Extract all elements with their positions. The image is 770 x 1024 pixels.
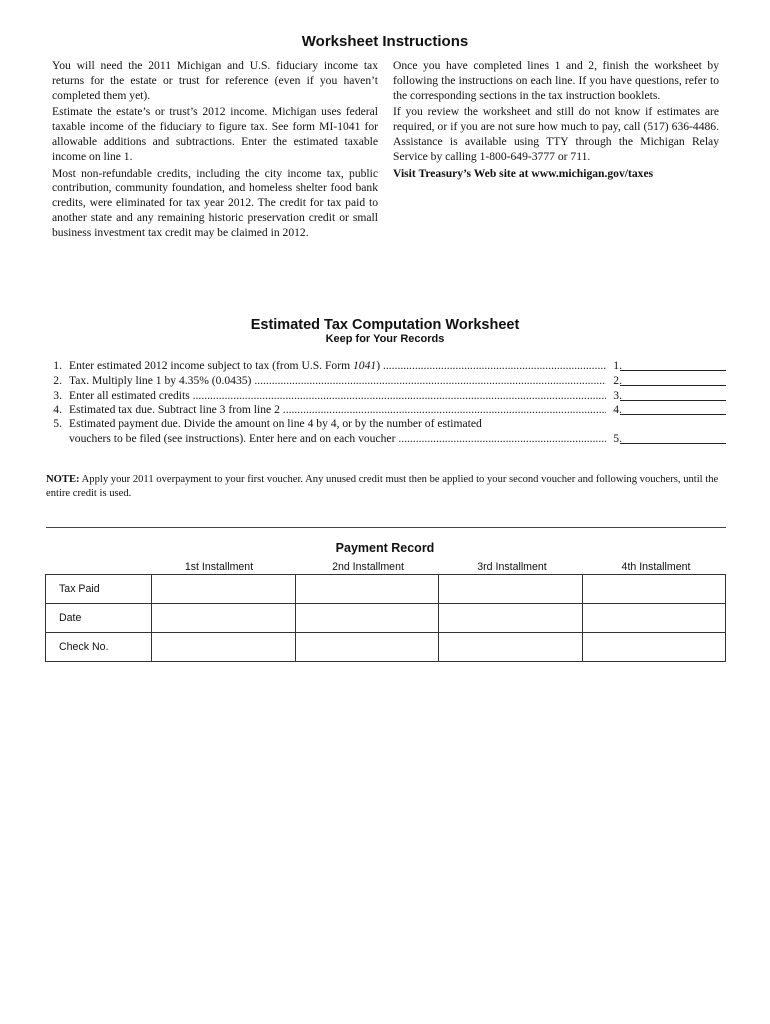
worksheet-line-3 [46,388,726,403]
check-no-3rd-cell[interactable] [439,633,582,662]
tax-paid-2nd-cell[interactable] [295,575,438,604]
line-1-entry-field[interactable] [620,358,726,371]
line-text: Tax. Multiply line 1 by 4.35% (0.0435) ..... [69,373,606,388]
tax-paid-4th-cell[interactable] [582,575,725,604]
tax-paid-1st-cell[interactable] [152,575,295,604]
line-ref: 5. [613,432,622,445]
worksheet-title: Estimated Tax Computation Worksheet [250,317,520,333]
note-label: NOTE: [46,474,80,485]
column-header-3rd-installment: 3rd Installment [477,561,547,573]
instructions-left-column [52,59,378,243]
instructions-paragraph: Estimate the estate’s or trust’s 2012 income. Michigan uses federal taxable income of the fiduciary to figure tax. See form MI-1041 for allowable additions and subtractions. Enter the estimated taxable income on line 1. [52,105,378,163]
tax-paid-3rd-cell[interactable] [439,575,582,604]
date-4th-cell[interactable] [582,604,725,633]
table-row [46,604,726,633]
instructions-paragraph: If you review the worksheet and still do not know if estimates are required, or if you are not sure how much to pay, call (517) 636-4486. Assistance is available using TTY through the Michigan Relay Service by calling 1-800-649-3777 or 711. [393,105,719,163]
row-label-check-no: Check No. [46,633,152,662]
line-number: 2. [53,374,62,387]
treasury-website-note: Visit Treasury’s Web site at www.michigan.gov/taxes [393,166,654,180]
line-number: 5. [53,417,62,430]
instructions-paragraph: Most non-refundable credits, including the city income tax, public contribution, community foundation, and homeless shelter food bank credits, were eliminated for tax year 2012. The credit for tax paid to another state and any remaining historic preservation credit or small business investment tax credit may be claimed in 2012. [52,166,378,239]
table-row [46,575,726,604]
worksheet-line-5-continued [46,431,726,446]
column-header-1st-installment: 1st Installment [184,561,254,573]
worksheet-line-5 [46,416,726,431]
line-ref: 2. [613,374,622,387]
payment-record-title: Payment Record [335,541,435,555]
row-label-date: Date [46,604,152,633]
line-number: 1. [53,359,62,372]
worksheet-line-2 [46,373,726,388]
note-text: Apply your 2011 overpayment to your first voucher. Any unused credit must then be applied to your second voucher and following vouchers, until the entire credit is used. [46,474,719,499]
line-text: vouchers to be filed (see instructions). Enter here and on each voucher ..... [69,431,606,446]
line-text: Estimated tax due. Subtract line 3 from line 2 ..... [69,402,606,417]
line-3-entry-field[interactable] [620,388,726,401]
date-3rd-cell[interactable] [439,604,582,633]
column-header-4th-installment: 4th Installment [621,561,691,573]
line-5-entry-field[interactable] [620,431,726,444]
instructions-paragraph: Once you have completed lines 1 and 2, finish the worksheet by following the instructions on each line. If you have questions, refer to the corresponding sections in the tax instruction booklets. [393,59,719,102]
line-number: 4. [53,403,62,416]
check-no-1st-cell[interactable] [152,633,295,662]
instructions-paragraph: You will need the 2011 Michigan and U.S. fiduciary income tax returns for the estate or trust for reference (even if you haven’t completed them yet). [52,59,378,102]
line-4-entry-field[interactable] [620,402,726,415]
worksheet-subtitle: Keep for Your Records [325,333,445,345]
table-row [46,633,726,662]
line-ref: 3. [613,389,622,402]
line-ref: 4. [613,403,622,416]
check-no-2nd-cell[interactable] [295,633,438,662]
worksheet-line-1 [46,358,726,373]
row-label-tax-paid: Tax Paid [46,575,152,604]
date-2nd-cell[interactable] [295,604,438,633]
instructions-title: Worksheet Instructions [301,33,469,50]
line-text: Enter all estimated credits ..... [69,388,606,403]
note [46,473,728,501]
line-ref: 1. [613,359,622,372]
line-text: Enter estimated 2012 income subject to tax (from U.S. Form 1041) ..... [69,358,606,373]
divider [46,527,726,528]
column-header-2nd-installment: 2nd Installment [332,561,404,573]
instructions-right-column [393,59,719,183]
line-number: 3. [53,389,62,402]
line-2-entry-field[interactable] [620,373,726,386]
line-text: Estimated payment due. Divide the amount on line 4 by 4, or by the number of estimated [69,417,482,430]
payment-record-table [45,574,726,662]
check-no-4th-cell[interactable] [582,633,725,662]
date-1st-cell[interactable] [152,604,295,633]
worksheet-line-4 [46,402,726,417]
